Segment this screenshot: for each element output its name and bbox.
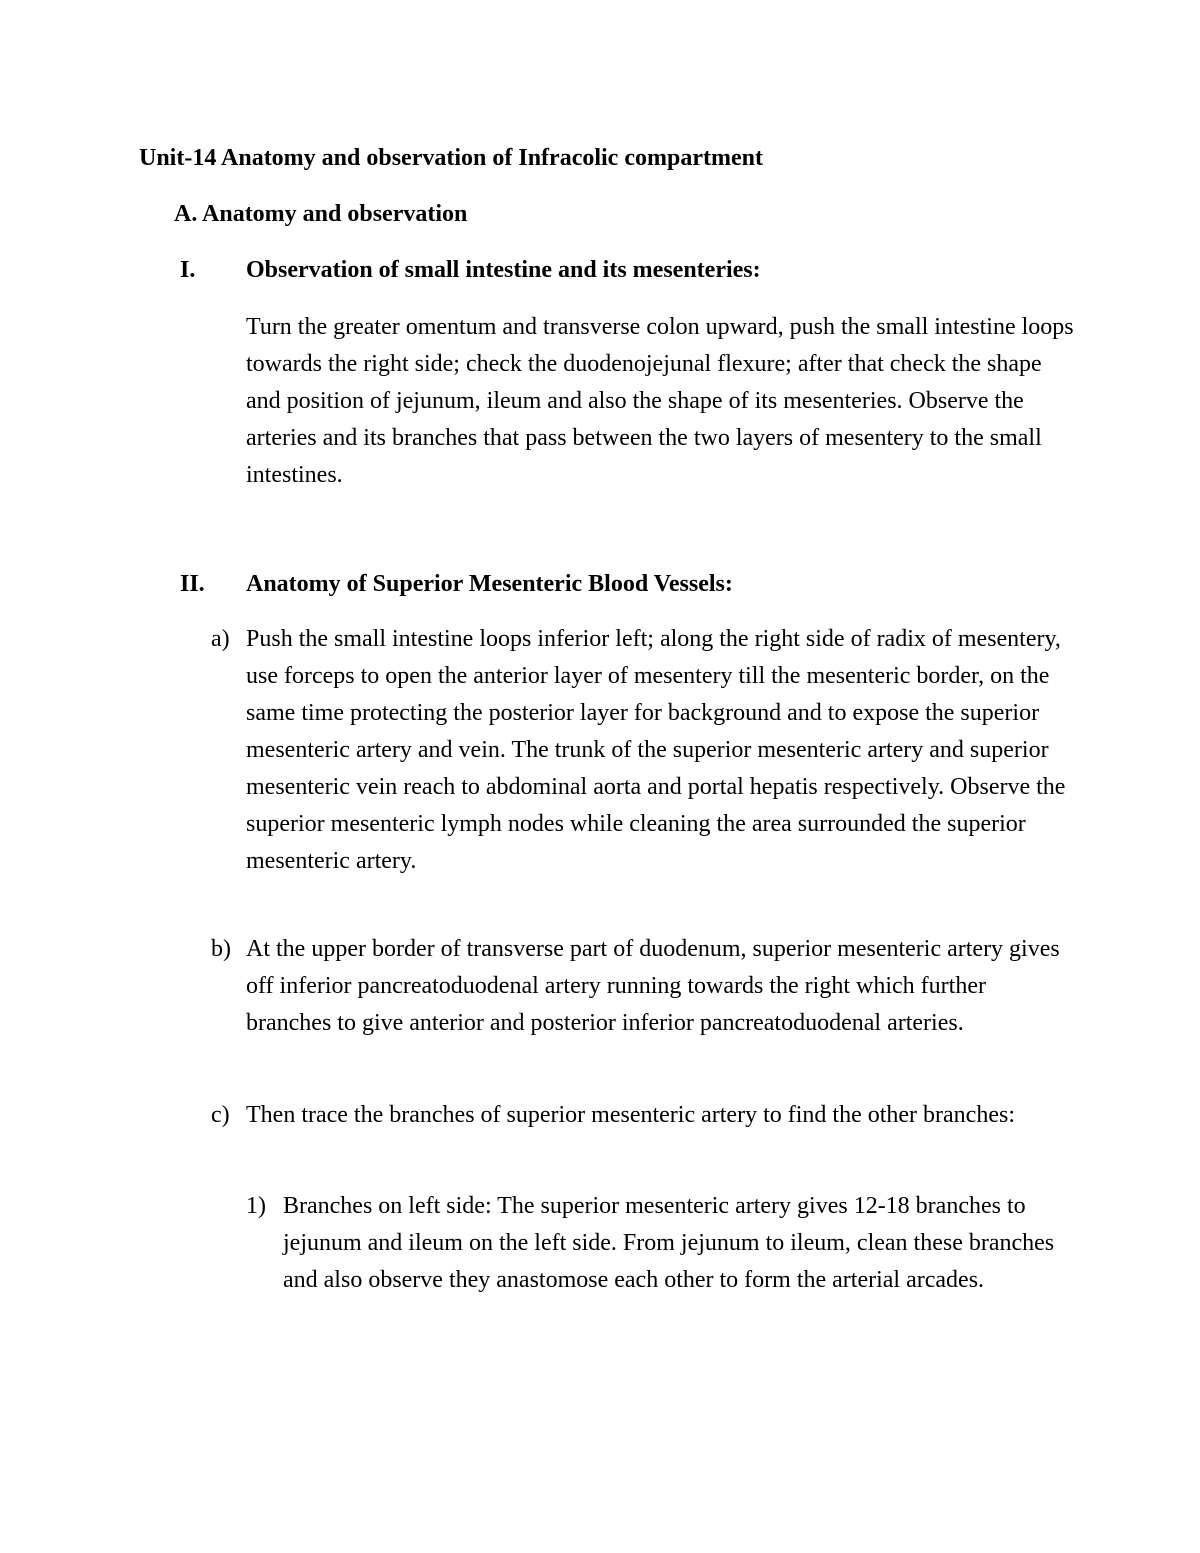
list-text-b: At the upper border of transverse part of duodenum, superior mesenteric artery gives off inferior pancreatoduodenal artery running towards the right which further branches to give anterior and posterior inferior pancreatoduodenal arteries. xyxy=(246,936,1060,1036)
list-marker-a: a) xyxy=(211,626,230,652)
section-paragraph-1: Turn the greater omentum and transverse colon upward, push the small intestine loops towards the right side; check the duodenojejunal flexure; after that check the shape and position of jejunum, ileum and also the shape of its mesenteries. Observe the arteries and its branches that pass between the two layers of mesentery to the small intestines. xyxy=(246,314,1074,488)
list-text-a: Push the small intestine loops inferior left; along the right side of radix of mesentery, use forceps to open the anterior layer of mesentery till the mesenteric border, on the same time protecting the posterior layer for background and to expose the superior mesenteric artery and vein. The trunk of the superior mesenteric artery and superior mesenteric vein reach to abdominal aorta and portal hepatis respectively. Observe the superior mesenteric lymph nodes while cleaning the area surrounded the superior mesenteric artery. xyxy=(246,626,1066,874)
sub-list-marker-1: 1) xyxy=(246,1193,266,1219)
list-marker-c: c) xyxy=(211,1102,230,1128)
list-marker-b: b) xyxy=(211,936,231,962)
sub-list-text-1: Branches on left side: The superior mesenteric artery gives 12-18 branches to jejunum and ileum on the left side. From jejunum to ileum, clean these branches and also observe they anastomose each other to form the arterial arcades. xyxy=(283,1193,1055,1293)
section-title-2: Anatomy of Superior Mesenteric Blood Vessels: xyxy=(246,571,733,597)
section-heading-a: A. Anatomy and observation xyxy=(174,201,468,227)
page-title: Unit-14 Anatomy and observation of Infracolic compartment xyxy=(139,145,763,171)
section-number-2: II. xyxy=(180,571,205,597)
section-number-1: I. xyxy=(180,257,196,283)
section-title-1: Observation of small intestine and its mesenteries: xyxy=(246,257,761,283)
list-text-c: Then trace the branches of superior mesenteric artery to find the other branches: xyxy=(246,1102,1015,1128)
